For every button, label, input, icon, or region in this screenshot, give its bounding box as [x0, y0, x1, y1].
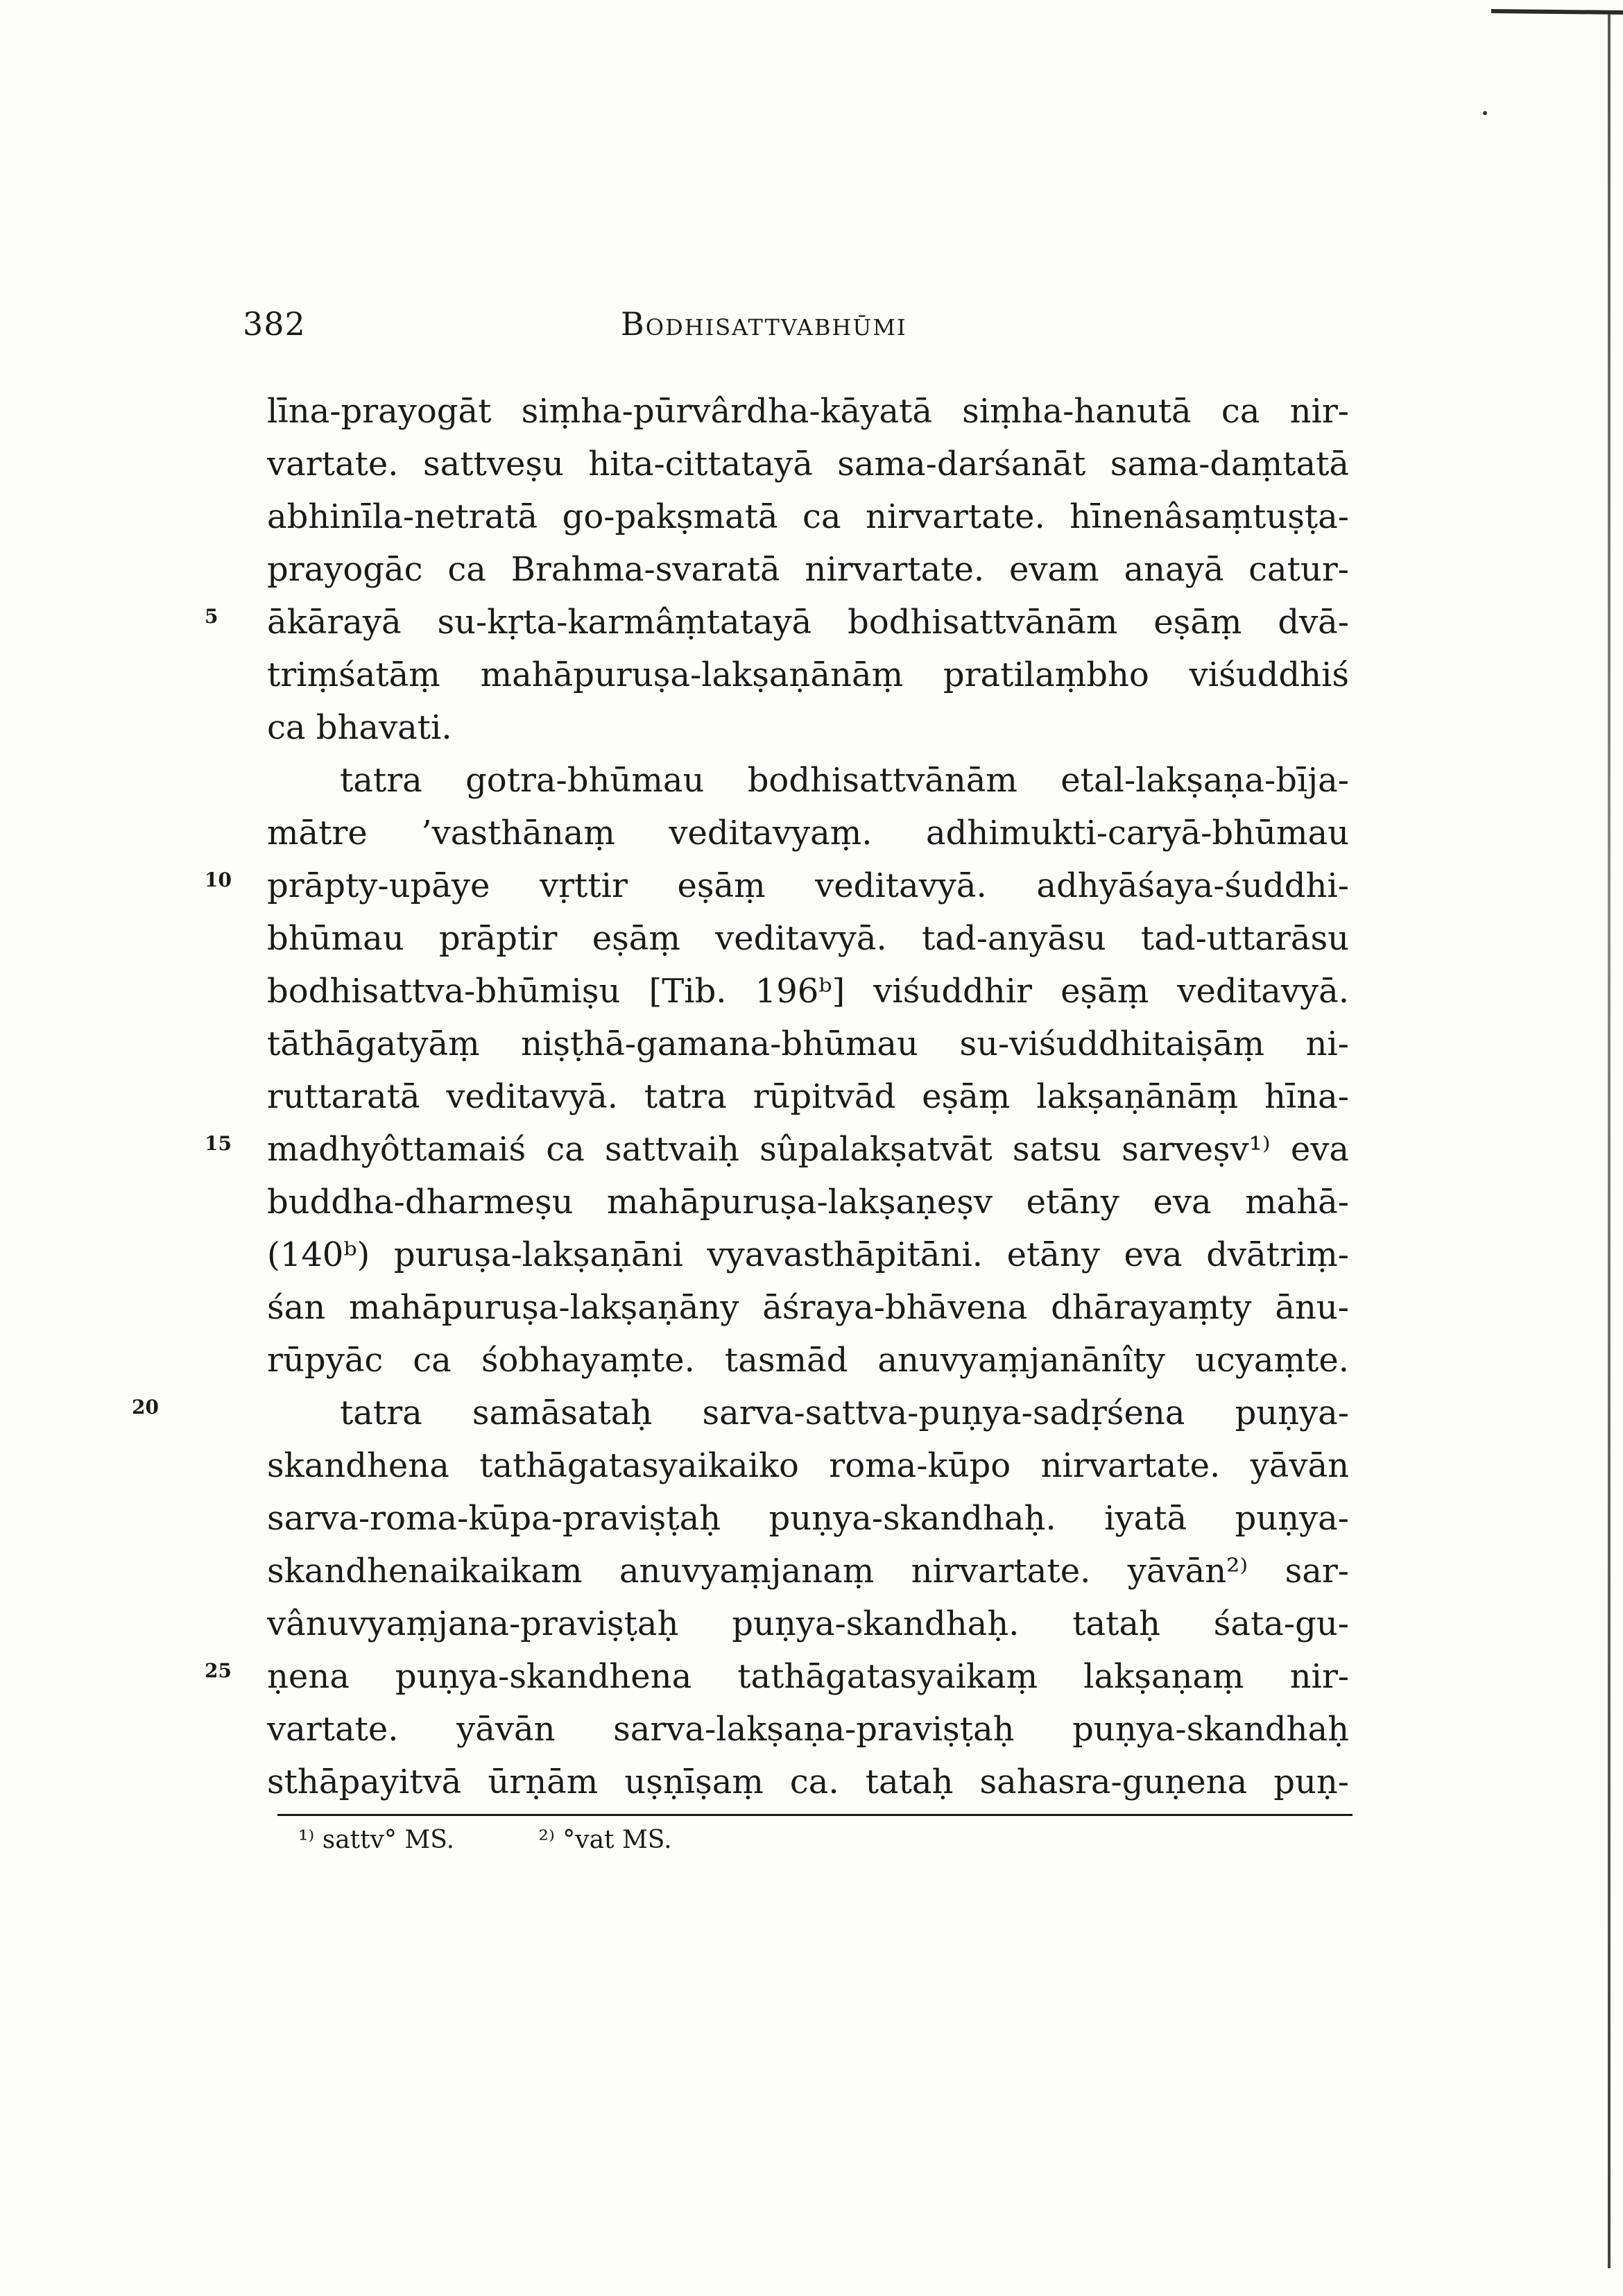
text-line-20 [132, 1387, 1349, 1439]
text-line: prayogāc ca Brahma-svaratā nirvartate. evam anayā catur- [267, 550, 1349, 589]
text-line: skandhenaikaikam anuvyaṃjanaṃ nirvartate. yāvān²⁾ sar- [267, 1552, 1349, 1591]
page-header [243, 300, 1352, 348]
running-title: Bodhisattvabhūmi [621, 305, 907, 343]
text-line: buddha-dharmeṣu mahāpuruṣa-lakṣaṇeṣv etāny eva mahā- [267, 1183, 1349, 1222]
line-number-20: 20 [132, 1396, 159, 1419]
text-line: śan mahāpuruṣa-lakṣaṇāny āśraya-bhāvena dhārayaṃty ānu- [267, 1288, 1349, 1327]
line-number-15: 15 [205, 1132, 232, 1155]
text-line-5 [205, 596, 1349, 649]
text-line: ruttaratā veditavyā. tatra rūpitvād eṣāṃ lakṣaṇānāṃ hīna- [267, 1077, 1349, 1116]
text-line: (140ᵇ) puruṣa-lakṣaṇāni vyavasthāpitāni. etāny eva dvātriṃ- [267, 1235, 1349, 1274]
text-line: bhūmau prāptir eṣāṃ veditavyā. tad-anyāsu tad-uttarāsu [267, 919, 1349, 958]
footnote-2: ²⁾ °vat MS. [538, 1826, 672, 1854]
text-line: vartate. sattveṣu hita-cittatayā sama-darśanāt sama-daṃtatā [267, 445, 1349, 483]
text-line: vartate. yāvān sarva-lakṣaṇa-praviṣṭaḥ puṇya-skandhaḥ [267, 1710, 1349, 1749]
footnotes [298, 1819, 748, 1861]
scan-speck [1483, 111, 1487, 115]
footnote-1: ¹⁾ sattv° MS. [298, 1826, 455, 1854]
line-number-25: 25 [205, 1659, 232, 1682]
text-line: madhyôttamaiś ca sattvaiḥ sûpalakṣatvāt satsu sarveṣv¹⁾ eva [267, 1130, 1349, 1169]
text-line: tatra samāsataḥ sarva-sattva-puṇya-sadṛśena puṇya- [340, 1394, 1349, 1432]
text-line: tāthāgatyāṃ niṣṭhā-gamana-bhūmau su-viśuddhitaiṣāṃ ni- [267, 1025, 1349, 1063]
line-number-10: 10 [205, 868, 232, 891]
text-line: mātre ’vasthānaṃ veditavyaṃ. adhimukti-caryā-bhūmau [267, 814, 1349, 853]
text-line: vânuvyaṃjana-praviṣṭaḥ puṇya-skandhaḥ. tataḥ śata-gu- [267, 1604, 1349, 1643]
text-line: sarva-roma-kūpa-praviṣṭaḥ puṇya-skandhaḥ. iyatā puṇya- [267, 1499, 1349, 1538]
text-line-10 [205, 859, 1349, 912]
text-line: abhinīla-netratā go-pakṣmatā ca nirvartate. hīnenâsaṃtuṣṭa- [267, 497, 1349, 536]
text-line-25 [205, 1650, 1349, 1703]
text-line: triṃśatāṃ mahāpuruṣa-lakṣaṇānāṃ pratilaṃbho viśuddhiś [267, 656, 1349, 694]
text-line-15 [205, 1123, 1349, 1176]
scan-edge-top [1491, 9, 1623, 15]
text-line: ākārayā su-kṛta-karmâṃtatayā bodhisattvānām eṣāṃ dvā- [267, 603, 1349, 642]
text-line: sthāpayitvā ūrṇām uṣṇīṣaṃ ca. tataḥ sahasra-guṇena puṇ- [267, 1763, 1349, 1801]
text-line: ṇena puṇya-skandhena tathāgatasyaikaṃ lakṣaṇaṃ nir- [267, 1657, 1349, 1696]
body-text [132, 385, 1349, 1808]
text-line: bodhisattva-bhūmiṣu [Tib. 196ᵇ] viśuddhir eṣāṃ veditavyā. [267, 972, 1349, 1011]
text-line: skandhena tathāgatasyaikaiko roma-kūpo nirvartate. yāvān [267, 1446, 1349, 1485]
text-line: līna-prayogāt siṃha-pūrvârdha-kāyatā siṃha-hanutā ca nir- [267, 392, 1349, 431]
line-number-5: 5 [205, 605, 218, 628]
text-line: prāpty-upāye vṛttir eṣāṃ veditavyā. adhyāśaya-śuddhi- [267, 866, 1349, 905]
text-line: ca bhavati. [267, 708, 452, 747]
footnote-rule [277, 1814, 1352, 1816]
scan-edge-right [1608, 14, 1611, 2268]
text-line: tatra gotra-bhūmau bodhisattvānām etal-lakṣaṇa-bīja- [340, 761, 1349, 800]
page-number: 382 [243, 305, 306, 343]
text-line: rūpyāc ca śobhayaṃte. tasmād anuvyaṃjanānîty ucyaṃte. [267, 1341, 1349, 1380]
